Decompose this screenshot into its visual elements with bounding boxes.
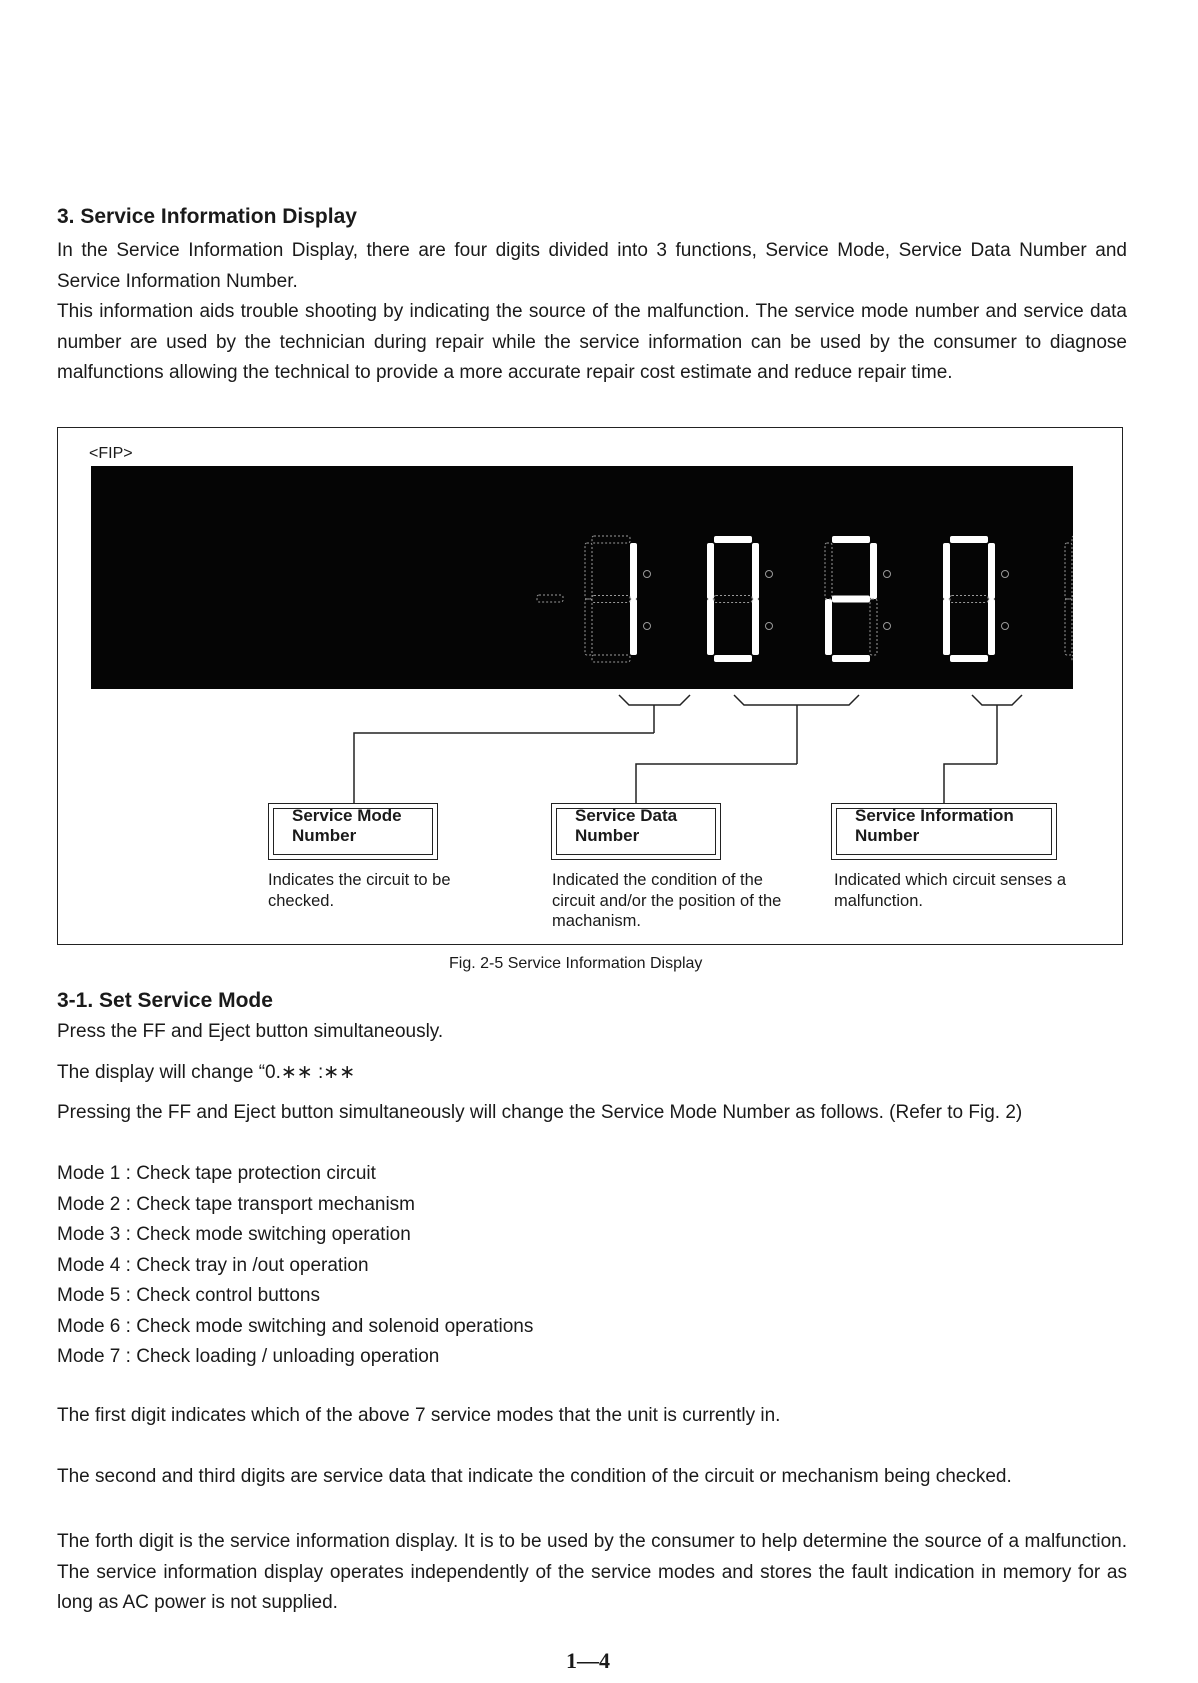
instruction-line-2: The display will change “0.∗∗ :∗∗ [57, 1062, 356, 1083]
note-first-digit: The first digit indicates which of the above 7 service modes that the unit is currently in. [57, 1405, 781, 1426]
list-item: Mode 3 : Check mode switching operation [57, 1224, 411, 1245]
service-information-number-box [831, 803, 1057, 860]
section-heading: 3. Service Information Display [57, 205, 357, 228]
service-mode-number-description: Indicates the circuit to be checked. [268, 871, 451, 910]
service-mode-number-box [268, 803, 438, 860]
note-second-third-digits: The second and third digits are service data that indicate the condition of the circuit or mechanism being checked. [57, 1466, 1012, 1487]
fip-label: <FIP> [89, 445, 133, 462]
service-display-figure [57, 427, 1123, 945]
service-information-number-description: Indicated which circuit senses a malfunction. [834, 871, 1067, 910]
list-item: Mode 4 : Check tray in /out operation [57, 1254, 369, 1276]
service-data-number-box [551, 803, 721, 860]
service-mode-number-title: Service Mode Number [292, 806, 402, 845]
list-item: Mode 1 : Check tape protection circuit [57, 1163, 376, 1184]
instruction-line-3: Pressing the FF and Eject button simultaneously will change the Service Mode Number as follows. (Refer to Fig. 2) [57, 1102, 1023, 1123]
figure-caption: Fig. 2-5 Service Information Display [449, 955, 703, 972]
set-service-mode-heading: 3-1. Set Service Mode [57, 989, 273, 1012]
list-item: Mode 6 : Check mode switching and solenoid operations [57, 1315, 534, 1337]
service-data-number-description: Indicated the condition of the circuit and/or the position of the machanism. [552, 871, 782, 930]
service-data-number-title: Service Data Number [575, 806, 678, 845]
list-item: Mode 7 : Check loading / unloading operation [57, 1346, 440, 1367]
service-information-number-title: Service Information Number [855, 806, 1014, 845]
service-mode-list [57, 1159, 533, 1373]
page-number: 1—4 [566, 1648, 610, 1673]
list-item: Mode 2 : Check tape transport mechanism [57, 1193, 416, 1215]
figure-connector-lines [58, 428, 1124, 946]
intro-paragraph-1: In the Service Information Display, there are four digits divided into 3 functions, Service Mode, Service Data Number and Service Information Number. [57, 240, 1127, 292]
intro-paragraph-2: This information aids trouble shooting by indicating the source of the malfunction. The service mode number and service data number are used by the technician during repair while the service information can be used by the consumer to diagnose malfunctions allowing the technical to provide a more accurate repair cost estimate and reduce repair time. [57, 301, 1127, 383]
note-forth-digit: The forth digit is the service information display. It is to be used by the consumer to help determine the source of a malfunction. The service information display operates independently of the service modes and stores the fault indication in memory for as long as AC power is not supplied. [57, 1531, 1127, 1613]
list-item: Mode 5 : Check control buttons [57, 1285, 320, 1306]
instruction-line-1: Press the FF and Eject button simultaneously. [57, 1021, 444, 1042]
